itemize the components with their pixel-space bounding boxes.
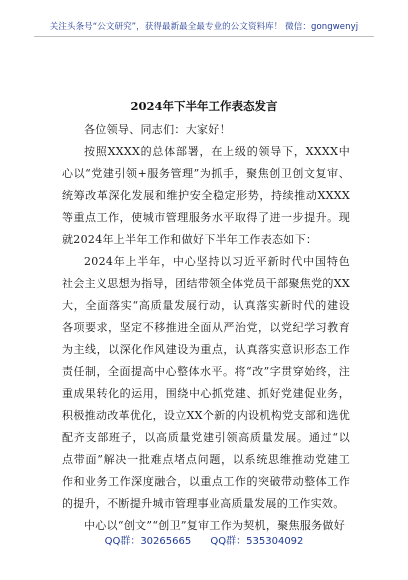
footer-qq-group-2: QQ群：535304092 [210,536,304,547]
header-divider [34,36,374,37]
footer-qq-group-1: QQ群：30265665 [104,536,192,547]
document-title: 2024年下半年工作表态发言 [130,99,278,113]
header-note: 关注头条号“公文研究”，获得最新最全最专业的公文资料库！ 微信：gongwenyj [49,22,359,32]
document-body [62,119,350,537]
paragraph-3: 中心以“创文”“创卫”复审工作为契机，聚焦服务做好 [84,519,345,532]
footer [0,532,408,547]
paragraph-2: 2024年上半年，中心坚持以习近平新时代中国特色社会主义思想为指导，团结带领全体党员干部聚焦党的XX大，全面落实“高质量发展行动，认真落实新时代的建设各项要求，坚定不移推进全面从严治党，以党纪学习教育为主线，以深化作风建设为重点，认真落实意识形态工作责任制，全面提高中心整体水平。将“改”字贯穿始终，注重成果转化的运用，围绕中心抓党建、抓好党建促业务，积极推动改革优化，设立XX个新的内设机构党支部和选优配齐支部班子，以高质量党建引领高质量发展。通过“以点带面”解决一批难点堵点问题，以系统思维推动党建工作和业务工作深度融合，以重点工作的突破带动整体工作的提升，不断提升城市管理事业高质量发展的工作实效。 [62,255,350,510]
paragraph-1: 按照XXXX的总体部署，在上级的领导下，XXXX中心以“党建引领+服务管理”为抓手，聚焦创卫创文复审、统筹改革深化发展和维护安全稳定形势，持续推动XXXX等重点工作，使城市管理服务水平取得了进一步提升。现就2024年上半年工作和做好下半年工作表态如下： [62,145,350,246]
salutation: 各位领导、同志们：大家好！ [84,123,231,136]
